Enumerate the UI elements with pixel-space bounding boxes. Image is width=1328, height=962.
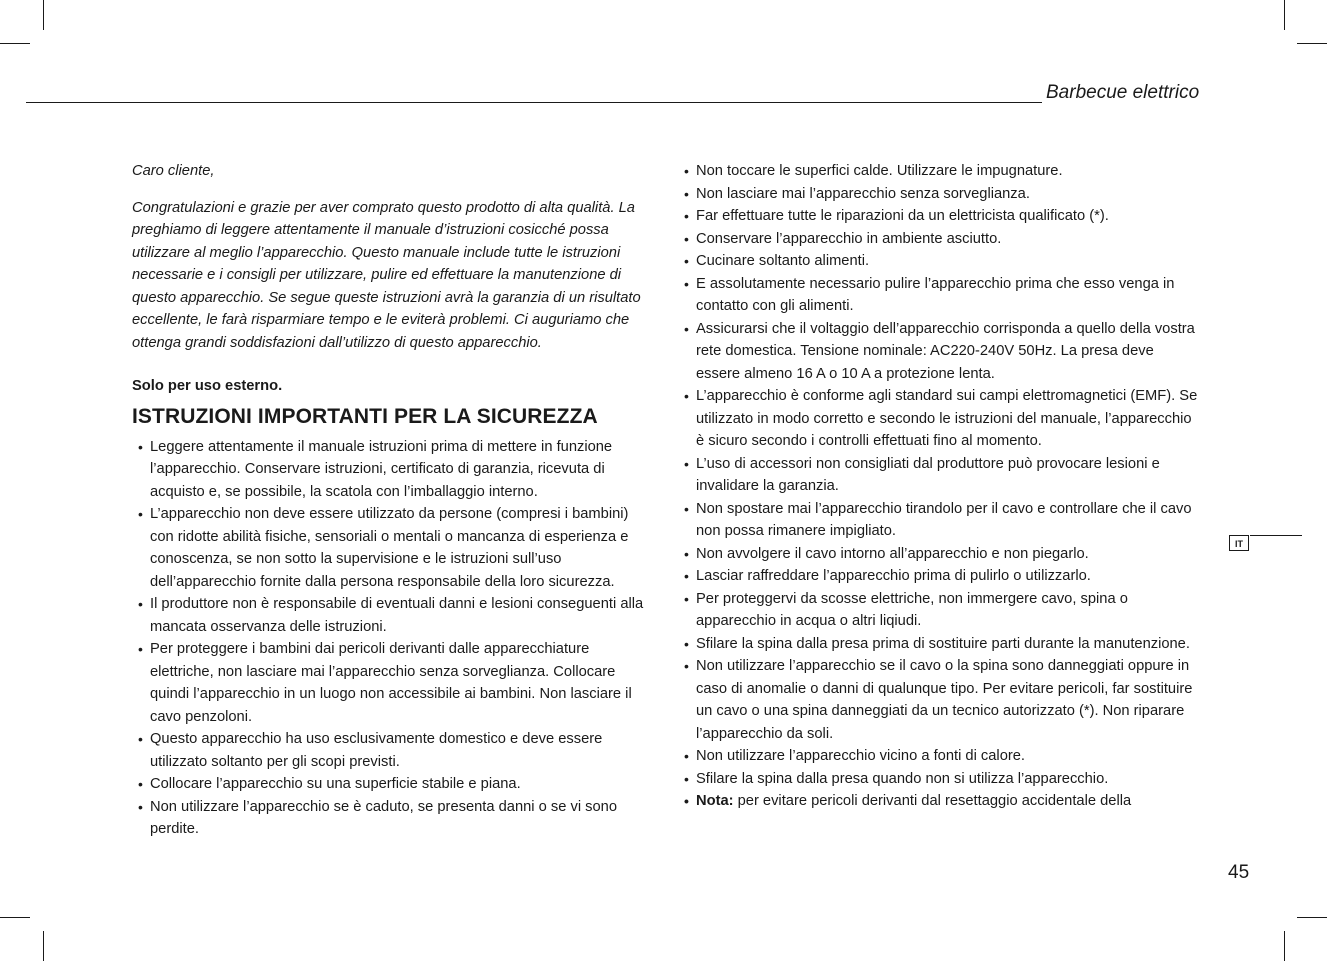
list-item: • Non utilizzare l’apparecchio se è caduto, se presenta danni o se vi sono perdite. xyxy=(132,796,654,841)
list-item: • Sfilare la spina dalla presa prima di sostituire parti durante la manutenzione. xyxy=(678,633,1198,656)
list-item: • Assicurarsi che il voltaggio dell’apparecchio corrisponda a quello della vostra rete domestica. Tensione nominale: AC220-240V 50Hz. La presa deve essere almeno 16 A o 10 A a protezione lenta. xyxy=(678,318,1198,386)
language-tab: IT xyxy=(1229,535,1249,551)
right-bullet-list xyxy=(678,160,1198,813)
list-item: • Il produttore non è responsabile di eventuali danni e lesioni conseguenti alla mancata osservanza delle istruzioni. xyxy=(132,593,654,638)
list-item: • Non utilizzare l’apparecchio se il cavo o la spina sono danneggiati oppure in caso di anomalie o danni di qualunque tipo. Per evitare pericoli, far sostituire un cavo o una spina danneggiati da un tecnico autorizzato (*). Non riparare l’apparecchio da soli. xyxy=(678,655,1198,745)
crop-mark xyxy=(1284,931,1285,961)
bullet-icon: • xyxy=(138,776,143,792)
page-number: 45 xyxy=(1228,862,1250,883)
list-item: • Non utilizzare l’apparecchio vicino a fonti di calore. xyxy=(678,745,1198,768)
note-item xyxy=(678,790,1198,813)
list-item: • L’uso di accessori non consigliati dal produttore può provocare lesioni e invalidare la garanzia. xyxy=(678,453,1198,498)
list-item: • Per proteggervi da scosse elettriche, non immergere cavo, spina o apparecchio in acqua o altri liqiudi. xyxy=(678,588,1198,633)
crop-mark xyxy=(0,917,30,918)
bullet-icon: • xyxy=(138,798,143,815)
bullet-icon: • xyxy=(684,770,689,787)
crop-mark xyxy=(1297,917,1327,918)
list-item: • Questo apparecchio ha uso esclusivamente domestico e deve essere utilizzato soltanto per gli scopi previsti. xyxy=(132,728,654,773)
list-item: • Far effettuare tutte le riparazioni da un elettricista qualificato (*). xyxy=(678,205,1198,228)
bullet-icon: • xyxy=(684,388,689,404)
bullet-icon: • xyxy=(684,793,689,809)
bullet-icon: • xyxy=(138,438,143,455)
list-item: • L’apparecchio è conforme agli standard sui campi elettromagnetici (EMF). Se utilizzato in modo corretto e secondo le istruzioni del manuale, l’apparecchio è sicuro secondo i controlli effettuati fino al momento. xyxy=(678,385,1198,453)
bullet-icon: • xyxy=(684,320,689,337)
bullet-icon: • xyxy=(684,208,689,224)
bullet-icon: • xyxy=(138,506,143,522)
crop-mark xyxy=(1297,43,1327,44)
bullet-icon: • xyxy=(684,590,689,607)
list-item: • Lasciar raffreddare l’apparecchio prima di pulirlo o utilizzarlo. xyxy=(678,565,1198,588)
header-title: Barbecue elettrico xyxy=(1046,82,1200,103)
bullet-icon: • xyxy=(138,641,143,657)
list-item: • Collocare l’apparecchio su una superficie stabile e piana. xyxy=(132,773,654,796)
bullet-icon: • xyxy=(684,275,689,292)
list-item: • E assolutamente necessario pulire l’apparecchio prima che esso venga in contatto con gli alimenti. xyxy=(678,273,1198,318)
bullet-icon: • xyxy=(138,731,143,747)
bullet-icon: • xyxy=(684,658,689,674)
list-item: • Conservare l’apparecchio in ambiente asciutto. xyxy=(678,228,1198,251)
crop-mark xyxy=(0,43,30,44)
bullet-icon: • xyxy=(684,748,689,764)
list-item: • Non avvolgere il cavo intorno all’apparecchio e non piegarlo. xyxy=(678,543,1198,566)
bullet-icon: • xyxy=(684,545,689,562)
bullet-icon: • xyxy=(684,635,689,652)
section-title: ISTRUZIONI IMPORTANTI PER LA SICUREZZA xyxy=(132,404,598,428)
list-item: • Non spostare mai l’apparecchio tirandolo per il cavo e controllare che il cavo non possa rimanere impigliato. xyxy=(678,498,1198,543)
intro-paragraph: Congratulazioni e grazie per aver comprato questo prodotto di alta qualità. La preghiamo di leggere attentamente il manuale d’istruzioni cosicché possa utilizzare al meglio l’apparecchio. Questo manuale include tutte le istruzioni necessarie e i consigli per utilizzare, pulire ed effettuare la manutenzione di questo apparecchio. Se segue queste istruzioni avrà la garanzia di un risultato eccellente, le farà risparmiare tempo e le eviterà problemi. Ci auguriamo che ottenga grandi soddisfazioni dall’utilizzo di questo apparecchio. xyxy=(132,199,641,351)
right-column xyxy=(678,160,1198,813)
left-bullet-list xyxy=(132,436,654,841)
bullet-icon: • xyxy=(684,230,689,247)
list-item: • Sfilare la spina dalla presa quando non si utilizza l’apparecchio. xyxy=(678,768,1198,791)
list-item: • Cucinare soltanto alimenti. xyxy=(678,250,1198,273)
list-item: • Non lasciare mai l’apparecchio senza sorveglianza. xyxy=(678,183,1198,206)
note-label: Nota: xyxy=(696,793,734,809)
list-item: • Per proteggere i bambini dai pericoli derivanti dalle apparecchiature elettriche, non lasciare mai l’apparecchio senza sorveglianza. Collocare quindi l’apparecchio in un luogo non accessibile ai bambini. Non lasciare il cavo penzoloni. xyxy=(132,638,654,728)
list-item: • L’apparecchio non deve essere utilizzato da persone (compresi i bambini) con ridotte abilità fisiche, sensoriali o mentali o mancanza di esperienza e conoscenza, se non sotto la supervisione e le istruzioni sull’uso dell’apparecchio fornite dalla persona responsabile della loro sicurezza. xyxy=(132,503,654,593)
outdoor-use-notice: Solo per uso esterno. xyxy=(132,378,283,394)
bullet-icon: • xyxy=(684,163,689,179)
bullet-icon: • xyxy=(684,185,689,202)
bullet-icon: • xyxy=(684,500,689,517)
crop-mark xyxy=(1284,0,1285,30)
header-rule xyxy=(26,102,1042,103)
crop-mark xyxy=(43,0,44,30)
list-item: • Leggere attentamente il manuale istruzioni prima di mettere in funzione l’apparecchio. Conservare istruzioni, certificato di garanzia, ricevuta di acquisto e, se possibile, la scatola con l’imballaggio interno. xyxy=(132,436,654,504)
language-tab-rule xyxy=(1250,535,1302,536)
greeting: Caro cliente, xyxy=(132,163,215,179)
note-text: per evitare pericoli derivanti dal resettaggio accidentale della xyxy=(733,793,1132,809)
left-column xyxy=(132,160,654,841)
bullet-icon: • xyxy=(684,253,689,269)
list-item: • Non toccare le superfici calde. Utilizzare le impugnature. xyxy=(678,160,1198,183)
bullet-icon: • xyxy=(684,455,689,472)
bullet-icon: • xyxy=(138,596,143,612)
bullet-icon: • xyxy=(684,568,689,584)
crop-mark xyxy=(43,931,44,961)
